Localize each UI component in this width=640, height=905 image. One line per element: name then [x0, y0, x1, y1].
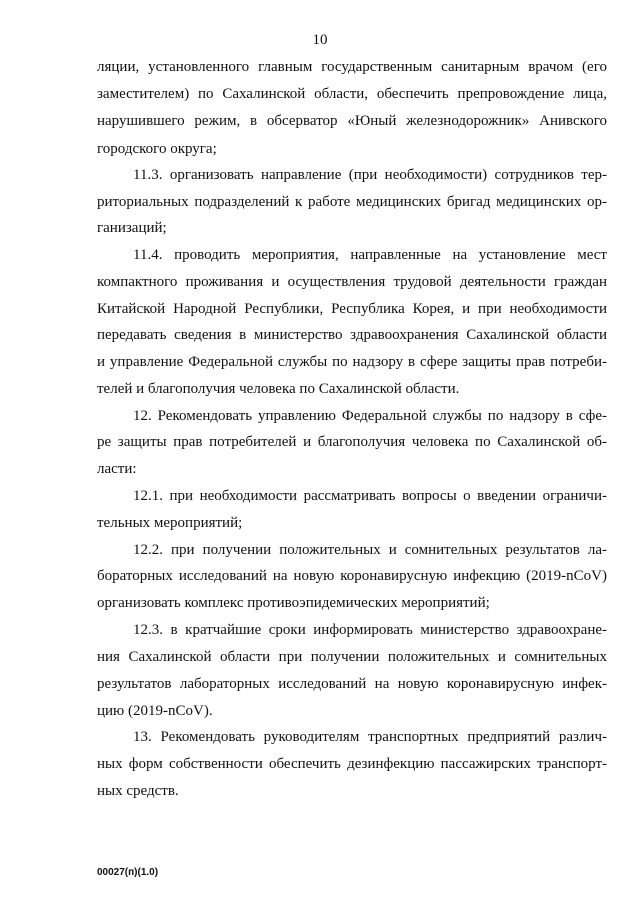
- text-line: 11.4. проводить мероприятия, направленные на установление мест: [133, 247, 607, 263]
- text-line: ных форм собственности обеспечить дезинфекцию пассажирских транспорт-: [97, 756, 607, 772]
- text-line: 12.1. при необходимости рассматривать вопросы о введении ограничи-: [133, 488, 607, 504]
- page-number: 10: [312, 32, 328, 48]
- text-line: 12.2. при получении положительных и сомнительных результатов ла-: [133, 542, 607, 558]
- text-line: ных средств.: [97, 783, 179, 799]
- text-line: телей и благополучия человека по Сахалинской области.: [97, 381, 460, 397]
- text-line: ляции, установленного главным государственным санитарным врачом (его: [97, 59, 607, 75]
- text-line: бораторных исследований на новую коронавирусную инфекцию (2019-nCoV): [97, 568, 607, 584]
- text-line: 12.3. в кратчайшие сроки информировать министерство здравоохране-: [133, 622, 607, 638]
- text-line: Китайской Народной Республики, Республика Корея, и при необходимости: [97, 301, 607, 317]
- text-line: городского округа;: [97, 141, 217, 157]
- text-line: компактного проживания и осуществления трудовой деятельности граждан: [97, 274, 607, 290]
- text-line: 11.3. организовать направление (при необходимости) сотрудников тер-: [133, 167, 607, 183]
- text-line: ре защиты прав потребителей и благополучия человека по Сахалинской об-: [97, 434, 607, 450]
- text-line: тельных мероприятий;: [97, 515, 243, 531]
- text-line: ганизаций;: [97, 220, 167, 236]
- text-line: цию (2019-nCoV).: [97, 703, 213, 719]
- text-line: 13. Рекомендовать руководителям транспортных предприятий различ-: [133, 729, 607, 745]
- document-code: 00027(п)(1.0): [97, 867, 159, 878]
- text-line: результатов лабораторных исследований на новую коронавирусную инфек-: [97, 676, 607, 692]
- text-line: ласти:: [97, 461, 137, 477]
- text-line: и управление Федеральной службы по надзору в сфере защиты прав потреби-: [97, 354, 607, 370]
- text-line: ния Сахалинской области при получении положительных и сомнительных: [97, 649, 607, 665]
- text-line: передавать сведения в министерство здравоохранения Сахалинской области: [97, 327, 607, 343]
- text-line: 12. Рекомендовать управлению Федеральной службы по надзору в сфе-: [133, 408, 607, 424]
- text-line: заместителем) по Сахалинской области, обеспечить препровождение лица,: [97, 86, 607, 102]
- text-line: организовать комплекс противоэпидемических мероприятий;: [97, 595, 490, 611]
- text-line: риториальных подразделений к работе медицинских бригад медицинских ор-: [97, 194, 607, 210]
- text-line: нарушившего режим, в обсерватор «Юный железнодорожник» Анивского: [97, 113, 607, 129]
